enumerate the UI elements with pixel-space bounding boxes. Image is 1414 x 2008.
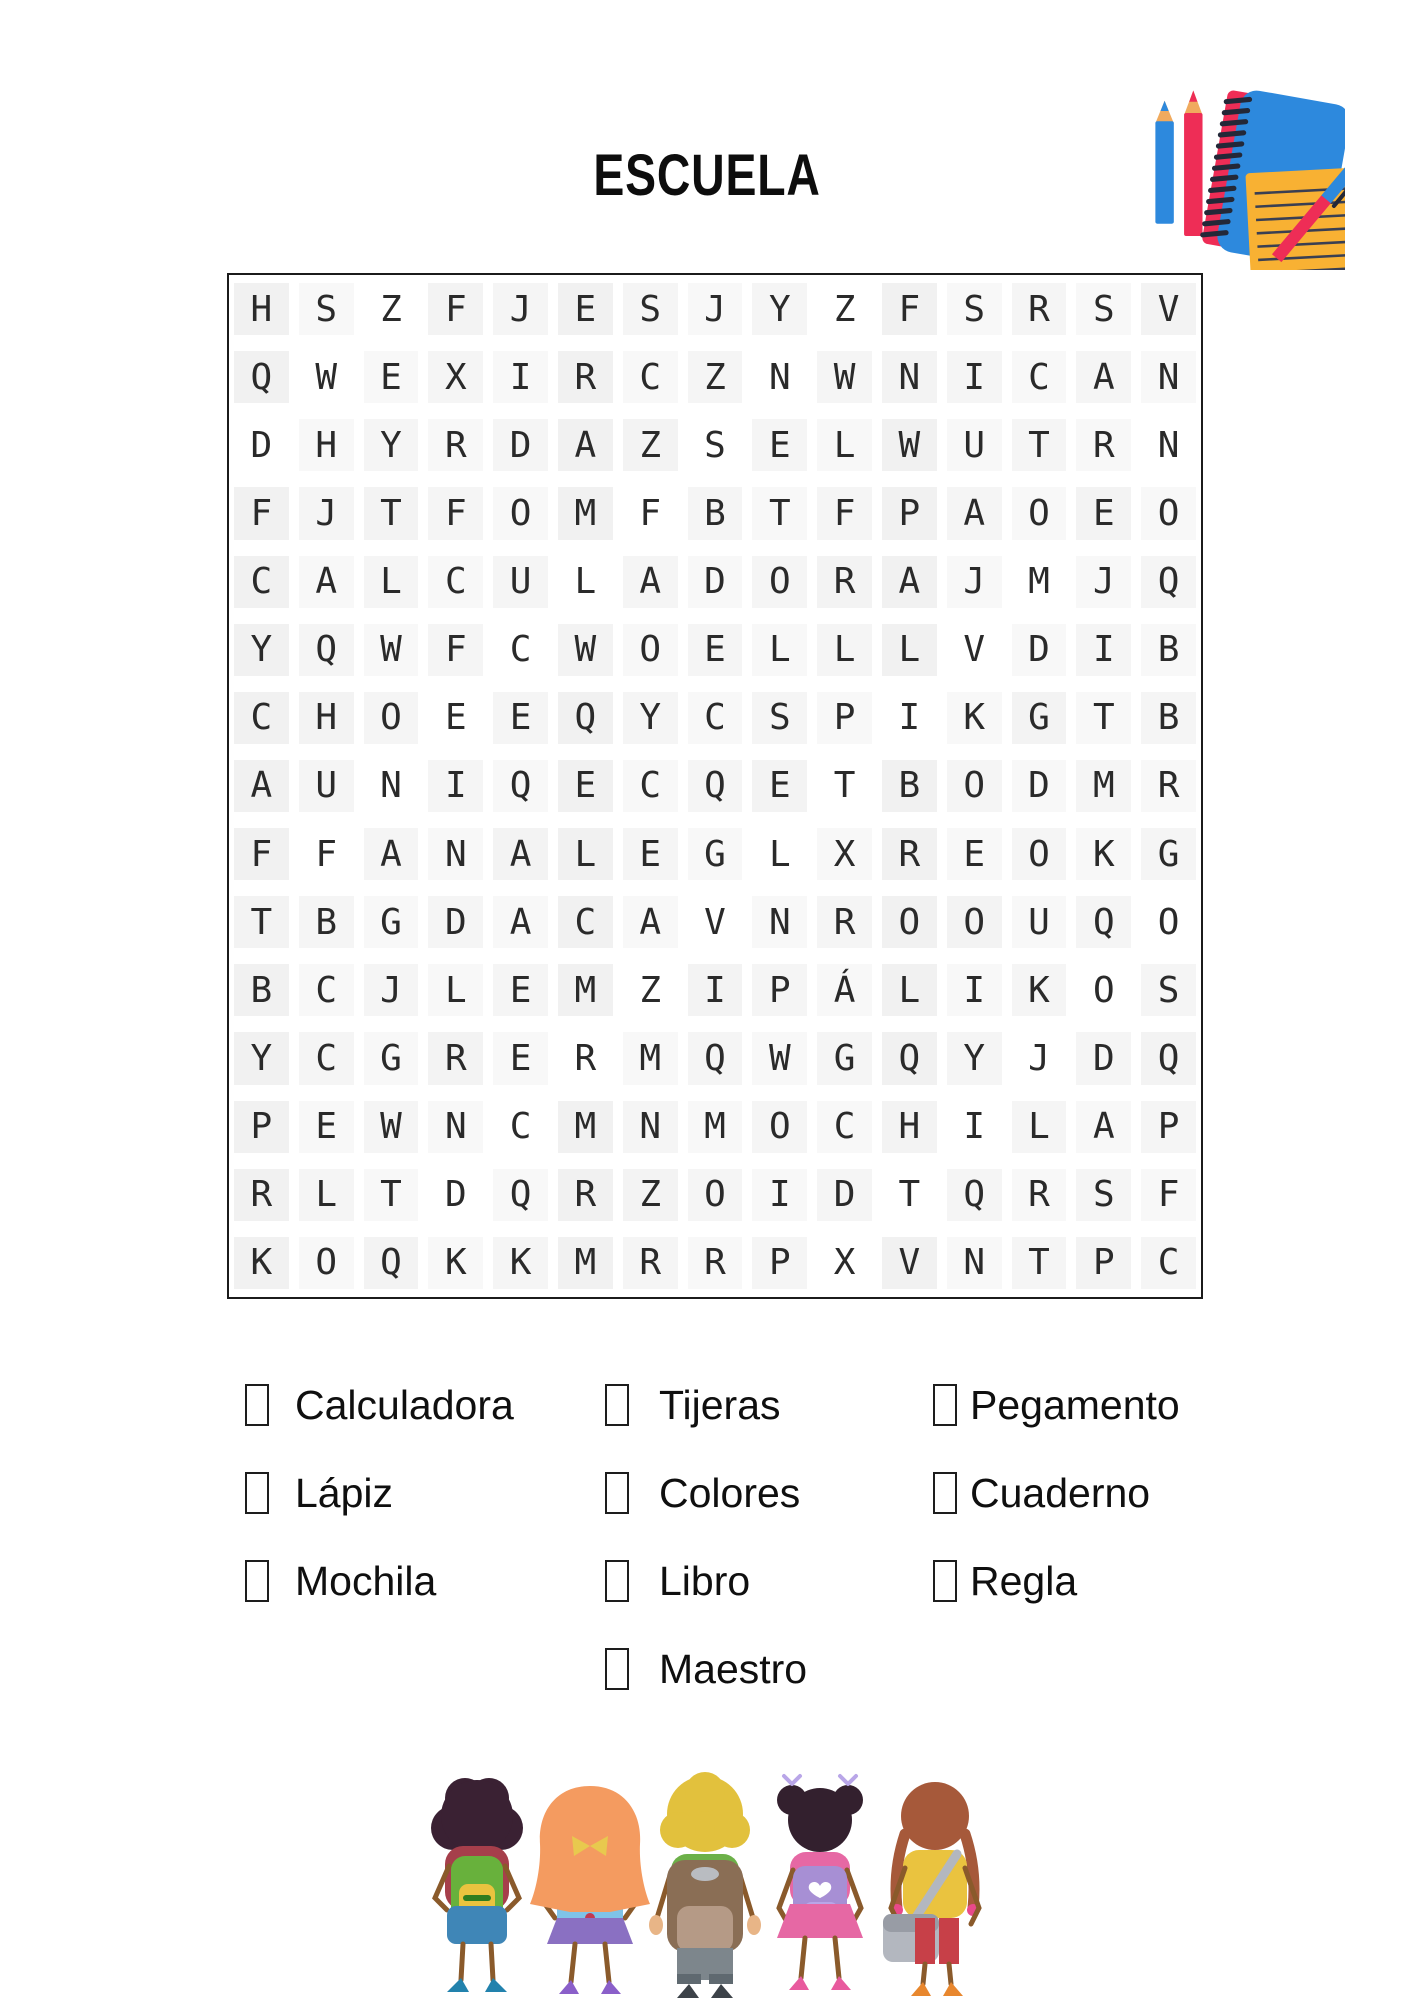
grid-cell: H [294, 684, 359, 752]
word-list-column-1 [245, 1382, 514, 1646]
grid-cell: B [1136, 616, 1201, 684]
school-supplies-illustration [1140, 80, 1345, 270]
grid-cell: K [488, 1229, 553, 1297]
grid-cell: N [747, 343, 812, 411]
grid-cell: C [812, 1093, 877, 1161]
grid-cell: F [618, 479, 683, 547]
grid-cell: V [877, 1229, 942, 1297]
grid-cell: O [1136, 888, 1201, 956]
grid-cell: K [423, 1229, 488, 1297]
grid-cell: X [812, 820, 877, 888]
grid-cell: E [553, 752, 618, 820]
grid-cell: L [747, 616, 812, 684]
grid-cell: L [877, 956, 942, 1024]
grid-cell: Á [812, 956, 877, 1024]
word-list-column-3 [933, 1382, 1180, 1646]
grid-cell: W [747, 1024, 812, 1092]
grid-cell: O [1007, 479, 1072, 547]
grid-cell: Y [359, 411, 424, 479]
grid-cell: R [1136, 752, 1201, 820]
grid-cell: R [812, 888, 877, 956]
grid-cell: H [877, 1093, 942, 1161]
grid-cell: C [1007, 343, 1072, 411]
grid-cell: E [1071, 479, 1136, 547]
grid-cell: U [488, 548, 553, 616]
kids-illustration [405, 1768, 1005, 2003]
grid-cell: G [359, 1024, 424, 1092]
grid-cell: L [812, 411, 877, 479]
grid-cell: O [1007, 820, 1072, 888]
grid-cell: K [1007, 956, 1072, 1024]
grid-cell: R [1071, 411, 1136, 479]
grid-cell: Z [618, 411, 683, 479]
grid-cell: O [683, 1161, 748, 1229]
grid-cell: P [747, 956, 812, 1024]
grid-cell: A [618, 888, 683, 956]
grid-cell: J [294, 479, 359, 547]
grid-cell: L [294, 1161, 359, 1229]
grid-cell: N [423, 1093, 488, 1161]
word-label: Mochila [295, 1557, 437, 1604]
grid-cell: K [942, 684, 1007, 752]
grid-cell: A [488, 820, 553, 888]
red-pencil-icon [1184, 90, 1202, 236]
word-label: Maestro [659, 1645, 808, 1692]
grid-cell: O [1136, 479, 1201, 547]
grid-cell: K [1071, 820, 1136, 888]
grid-cell: M [553, 956, 618, 1024]
grid-cell: R [229, 1161, 294, 1229]
grid-cell: E [747, 411, 812, 479]
grid-cell: J [488, 275, 553, 343]
grid-cell: C [229, 548, 294, 616]
grid-cell: N [942, 1229, 1007, 1297]
grid-cell: M [1071, 752, 1136, 820]
grid-cell: E [618, 820, 683, 888]
grid-cell: V [1136, 275, 1201, 343]
notepad-icon [1245, 167, 1345, 270]
grid-cell: T [747, 479, 812, 547]
grid-cell: E [359, 343, 424, 411]
grid-cell: Q [229, 343, 294, 411]
grid-cell: Q [877, 1024, 942, 1092]
grid-cell: D [1007, 752, 1072, 820]
grid-cell: S [683, 411, 748, 479]
grid-cell: O [747, 1093, 812, 1161]
word-checkbox[interactable] [605, 1648, 629, 1690]
school-supplies-svg [1140, 80, 1345, 270]
grid-cell: R [877, 820, 942, 888]
grid-cell: P [1136, 1093, 1201, 1161]
grid-cell: D [1071, 1024, 1136, 1092]
grid-cell: O [1071, 956, 1136, 1024]
grid-cell: G [683, 820, 748, 888]
grid-cell: P [812, 684, 877, 752]
grid-cell: L [423, 956, 488, 1024]
grid-cell: P [747, 1229, 812, 1297]
grid-cell: I [942, 956, 1007, 1024]
grid-cell: A [553, 411, 618, 479]
grid-cell: A [942, 479, 1007, 547]
grid-cell: G [812, 1024, 877, 1092]
grid-cell: N [359, 752, 424, 820]
kid-blond-boy [649, 1772, 761, 1998]
grid-cell: C [488, 616, 553, 684]
grid-cell: O [294, 1229, 359, 1297]
grid-cell: D [423, 888, 488, 956]
word-label: Libro [659, 1557, 751, 1604]
grid-cell: W [294, 343, 359, 411]
grid-cell: S [1071, 275, 1136, 343]
grid-cell: Z [683, 343, 748, 411]
grid-cell: C [294, 956, 359, 1024]
grid-cell: I [942, 1093, 1007, 1161]
grid-cell: Q [942, 1161, 1007, 1229]
grid-cell: O [747, 548, 812, 616]
grid-cell: F [423, 616, 488, 684]
grid-cell: T [229, 888, 294, 956]
blue-pencil-icon [1155, 101, 1173, 224]
kid-orange-hair-girl [530, 1786, 650, 1994]
kids-svg [405, 1768, 1005, 2003]
grid-cell: B [683, 479, 748, 547]
grid-cell: I [877, 684, 942, 752]
grid-cell: T [1071, 684, 1136, 752]
grid-cell: P [229, 1093, 294, 1161]
grid-cell: B [1136, 684, 1201, 752]
grid-cell: P [877, 479, 942, 547]
grid-cell: B [877, 752, 942, 820]
grid-cell: L [877, 616, 942, 684]
grid-cell: C [1136, 1229, 1201, 1297]
grid-cell: Z [359, 275, 424, 343]
grid-cell: E [747, 752, 812, 820]
kid-afro-boy [431, 1778, 523, 1992]
word-label: Calculadora [295, 1381, 514, 1428]
grid-cell: O [488, 479, 553, 547]
grid-cell: T [359, 1161, 424, 1229]
word-checkbox[interactable] [605, 1560, 629, 1602]
grid-cell: Q [359, 1229, 424, 1297]
grid-cell: A [618, 548, 683, 616]
grid-cell: E [488, 956, 553, 1024]
grid-cell: Z [812, 275, 877, 343]
word-search-grid [227, 273, 1203, 1299]
grid-cell: H [229, 275, 294, 343]
grid-cell: J [359, 956, 424, 1024]
grid-cell: F [877, 275, 942, 343]
grid-cell: U [942, 411, 1007, 479]
grid-cell: L [553, 820, 618, 888]
grid-cell: R [423, 1024, 488, 1092]
grid-cell: C [488, 1093, 553, 1161]
grid-cell: B [229, 956, 294, 1024]
kid-buns-girl [777, 1776, 863, 1990]
grid-cell: Q [683, 1024, 748, 1092]
grid-cell: L [747, 820, 812, 888]
grid-cell: I [942, 343, 1007, 411]
grid-cell: C [618, 343, 683, 411]
word-list-item [245, 1558, 514, 1604]
grid-cell: X [423, 343, 488, 411]
word-list-item [605, 1382, 807, 1428]
grid-cell: S [942, 275, 1007, 343]
grid-cell: X [812, 1229, 877, 1297]
grid-cell: P [1071, 1229, 1136, 1297]
word-list-item [245, 1382, 514, 1428]
grid-cell: O [877, 888, 942, 956]
grid-cell: E [488, 684, 553, 752]
grid-cell: M [553, 479, 618, 547]
grid-cell: R [618, 1229, 683, 1297]
grid-cell: C [229, 684, 294, 752]
grid-cell: R [553, 1161, 618, 1229]
grid-cell: F [229, 820, 294, 888]
grid-cell: D [423, 1161, 488, 1229]
grid-cell: A [1071, 1093, 1136, 1161]
grid-cell: M [1007, 548, 1072, 616]
grid-cell: H [294, 411, 359, 479]
grid-cell: N [1136, 343, 1201, 411]
grid-cell: M [553, 1093, 618, 1161]
grid-cell: S [1071, 1161, 1136, 1229]
grid-cell: G [1136, 820, 1201, 888]
grid-cell: O [942, 752, 1007, 820]
grid-cell: S [1136, 956, 1201, 1024]
word-list-item [245, 1470, 514, 1516]
grid-cell: J [942, 548, 1007, 616]
grid-cell: Z [618, 956, 683, 1024]
grid-cell: B [294, 888, 359, 956]
grid-cell: N [423, 820, 488, 888]
grid-cell: L [359, 548, 424, 616]
grid-cell: Y [747, 275, 812, 343]
grid-cell: A [294, 548, 359, 616]
grid-cell: C [294, 1024, 359, 1092]
grid-cell: T [812, 752, 877, 820]
grid-cell: O [942, 888, 1007, 956]
grid-cell: V [942, 616, 1007, 684]
word-label: Tijeras [659, 1381, 781, 1428]
grid-cell: C [423, 548, 488, 616]
word-checkbox[interactable] [933, 1384, 957, 1426]
grid-cell: Z [618, 1161, 683, 1229]
page-title: ESCUELA [593, 143, 821, 208]
grid-cell: N [1136, 411, 1201, 479]
grid-cell: I [423, 752, 488, 820]
grid-cell: N [618, 1093, 683, 1161]
grid-cell: U [1007, 888, 1072, 956]
word-list-item [933, 1470, 1180, 1516]
grid-cell: E [423, 684, 488, 752]
grid-cell: L [1007, 1093, 1072, 1161]
grid-cell: Y [942, 1024, 1007, 1092]
grid-cell: Q [488, 1161, 553, 1229]
grid-cell: T [359, 479, 424, 547]
grid-cell: A [488, 888, 553, 956]
grid-cell: F [294, 820, 359, 888]
grid-cell: D [229, 411, 294, 479]
grid-cell: C [618, 752, 683, 820]
word-checkbox[interactable] [933, 1472, 957, 1514]
grid-cell: M [553, 1229, 618, 1297]
grid-cell: D [683, 548, 748, 616]
grid-cell: Y [618, 684, 683, 752]
grid-cell: J [1007, 1024, 1072, 1092]
grid-cell: K [229, 1229, 294, 1297]
word-list-item [605, 1558, 807, 1604]
grid-cell: Q [1071, 888, 1136, 956]
word-checkbox[interactable] [245, 1560, 269, 1602]
grid-cell: Q [1136, 1024, 1201, 1092]
grid-cell: O [359, 684, 424, 752]
grid-cell: V [683, 888, 748, 956]
grid-cell: Y [229, 616, 294, 684]
grid-cell: E [683, 616, 748, 684]
word-list-column-2 [605, 1382, 807, 1734]
grid-cell: W [553, 616, 618, 684]
grid-cell: S [294, 275, 359, 343]
grid-cell: Q [488, 752, 553, 820]
grid-cell: Y [229, 1024, 294, 1092]
grid-cell: S [618, 275, 683, 343]
grid-cell: F [1136, 1161, 1201, 1229]
word-list-item [605, 1646, 807, 1692]
grid-cell: R [1007, 1161, 1072, 1229]
grid-cell: E [942, 820, 1007, 888]
grid-cell: I [488, 343, 553, 411]
grid-cell: E [488, 1024, 553, 1092]
grid-cell: F [423, 275, 488, 343]
word-checkbox[interactable] [605, 1472, 629, 1514]
grid-cell: W [359, 616, 424, 684]
grid-cell: F [812, 479, 877, 547]
word-label: Regla [970, 1557, 1078, 1604]
word-label: Cuaderno [970, 1469, 1151, 1516]
grid-cell: O [618, 616, 683, 684]
grid-cell: J [1071, 548, 1136, 616]
grid-cell: T [1007, 411, 1072, 479]
grid-cell: R [683, 1229, 748, 1297]
grid-cell: G [1007, 684, 1072, 752]
grid-cell: D [1007, 616, 1072, 684]
grid-cell: L [812, 616, 877, 684]
grid-cell: D [812, 1161, 877, 1229]
kid-braids-girl [883, 1782, 979, 1996]
grid-cell: J [683, 275, 748, 343]
grid-cell: M [618, 1024, 683, 1092]
grid-cell: C [683, 684, 748, 752]
grid-cell: U [294, 752, 359, 820]
grid-cell: N [747, 888, 812, 956]
grid-cell: D [488, 411, 553, 479]
word-list-item [933, 1558, 1180, 1604]
grid-cell: N [877, 343, 942, 411]
word-checkbox[interactable] [605, 1384, 629, 1426]
grid-cell: I [747, 1161, 812, 1229]
word-list-item [605, 1470, 807, 1516]
grid-cell: L [553, 548, 618, 616]
grid-cell: G [359, 888, 424, 956]
word-label: Lápiz [295, 1469, 394, 1516]
grid-cell: A [1071, 343, 1136, 411]
grid-cell: W [359, 1093, 424, 1161]
grid-cell: S [747, 684, 812, 752]
word-label: Pegamento [970, 1381, 1180, 1428]
word-label: Colores [659, 1469, 801, 1516]
grid-cell: I [683, 956, 748, 1024]
grid-cell: F [423, 479, 488, 547]
grid-cell: W [877, 411, 942, 479]
grid-cell: Q [553, 684, 618, 752]
word-checkbox[interactable] [245, 1384, 269, 1426]
grid-cell: R [553, 1024, 618, 1092]
grid-cell: Q [683, 752, 748, 820]
grid-cell: Q [294, 616, 359, 684]
grid-cell: A [877, 548, 942, 616]
grid-cell: E [553, 275, 618, 343]
grid-cell: A [359, 820, 424, 888]
grid-cell: M [683, 1093, 748, 1161]
grid-cell: A [229, 752, 294, 820]
grid-cell: Q [1136, 548, 1201, 616]
grid-cell: I [1071, 616, 1136, 684]
grid-cell: R [1007, 275, 1072, 343]
grid-cell: E [294, 1093, 359, 1161]
grid-cell: T [1007, 1229, 1072, 1297]
grid-cell: C [553, 888, 618, 956]
grid-cell: F [229, 479, 294, 547]
grid-cell: R [423, 411, 488, 479]
word-checkbox[interactable] [933, 1560, 957, 1602]
grid-cell: W [812, 343, 877, 411]
grid-cell: T [877, 1161, 942, 1229]
word-list-item [933, 1382, 1180, 1428]
grid-cell: R [812, 548, 877, 616]
grid-cell: R [553, 343, 618, 411]
word-checkbox[interactable] [245, 1472, 269, 1514]
